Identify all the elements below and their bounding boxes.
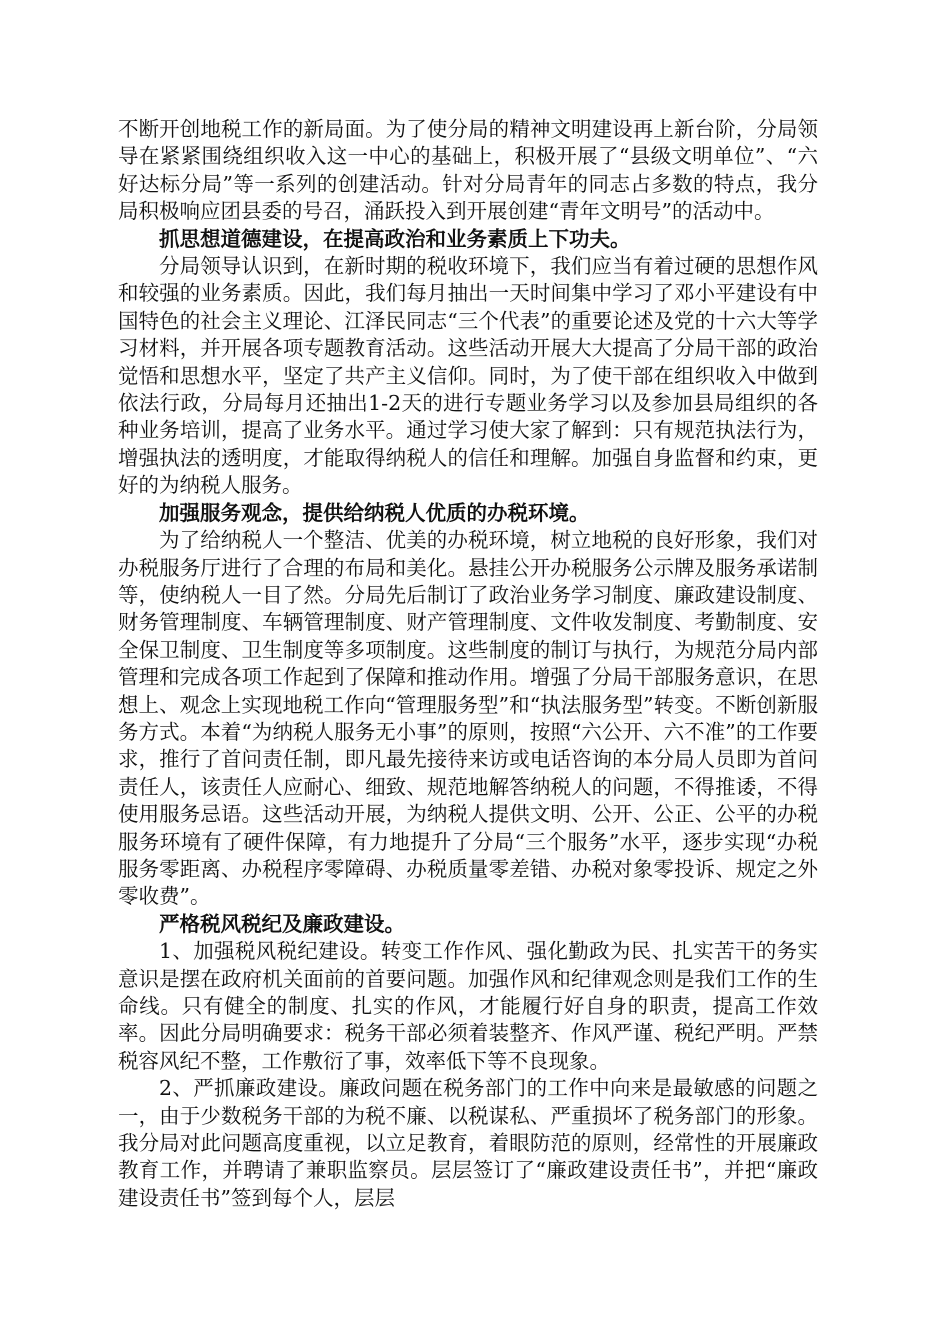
section-heading-service: 加强服务观念，提供给纳税人优质的办税环境。	[159, 500, 590, 525]
service-paragraph: 为了给纳税人一个整洁、优美的办税环境，树立地税的良好形象，我们对办税服务厅进行了合理的布局和美化。悬挂公开办税服务公示牌及服务承诺制等，使纳税人一目了然。分局先后制订了政治业务学习制度、廉政建设制度、财务管理制度、车辆管理制度、财产管理制度、文件收发制度、考勤制度、安全保卫制度、卫生制度等多项制度。这些制度的制订与执行，为规范分局内部管理和完成各项工作起到了保障和推动作用。增强了分局干部服务意识，在思想上、观念上实现地税工作向“管理服务型”和“执法服务型”转变。不断创新服务方式。本着“为纳税人服务无小事”的原则，按照“六公开、六不准”的工作要求，推行了首问责任制，即凡最先接待来访或电话咨询的本分局人员即为首问责任人，该责任人应耐心、细致、规范地解答纳税人的问题，不得推诿，不得使用服务忌语。这些活动开展，为纳税人提供文明、公开、公正、公平的办税服务环境有了硬件保障，有力地提升了分局“三个服务”水平，逐步实现“办税服务零距离、办税程序零障碍、办税质量零差错、办税对象零投诉、规定之外零收费”。	[118, 528, 818, 909]
discipline-paragraph-1: 1、加强税风税纪建设。转变工作作风、强化勤政为民、扎实苦干的务实意识是摆在政府机关面前的首要问题。加强作风和纪律观念则是我们工作的生命线。只有健全的制度、扎实的作风，才能履行好自身的职责，提高工作效率。因此分局明确要求：税务干部必须着装整齐、作风严谨、税纪严明。严禁税容风纪不整，工作敷衍了事，效率低下等不良现象。	[118, 939, 818, 1073]
discipline-paragraph-2: 2、严抓廉政建设。廉政问题在税务部门的工作中向来是最敏感的问题之一，由于少数税务干部的为税不廉、以税谋私、严重损坏了税务部门的形象。我分局对此问题高度重视，以立足教育，着眼防范的原则，经常性的开展廉政教育工作，并聘请了兼职监察员。层层签订了“廉政建设责任书”，并把“廉政建设责任书”签到每个人，层层	[118, 1076, 818, 1210]
ideology-paragraph: 分局领导认识到，在新时期的税收环境下，我们应当有着过硬的思想作风和较强的业务素质。因此，我们每月抽出一天时间集中学习了邓小平建设有中国特色的社会主义理论、江泽民同志“三个代表”的重要论述及党的十六大等学习材料，并开展各项专题教育活动。这些活动开展大大提高了分局干部的政治觉悟和思想水平，坚定了共产主义信仰。同时，为了使干部在组织收入中做到依法行政，分局每月还抽出1-2天的进行专题业务学习以及参加县局组织的各种业务培训，提高了业务水平。通过学习使大家了解到：只有规范执法行为，增强执法的透明度，才能取得纳税人的信任和理解。加强自身监督和约束，更好的为纳税人服务。	[118, 254, 818, 498]
intro-paragraph: 不断开创地税工作的新局面。为了使分局的精神文明建设再上新台阶，分局领导在紧紧围绕组织收入这一中心的基础上，积极开展了“县级文明单位”、“六好达标分局”等一系列的创建活动。针对分局青年的同志占多数的特点，我分局积极响应团县委的号召，涌跃投入到开展创建“青年文明号”的活动中。	[118, 117, 818, 224]
document-body	[118, 116, 818, 1212]
section-heading-ideology: 抓思想道德建设，在提高政治和业务素质上下功夫。	[159, 226, 631, 251]
section-heading-discipline: 严格税风税纪及廉政建设。	[159, 911, 405, 936]
